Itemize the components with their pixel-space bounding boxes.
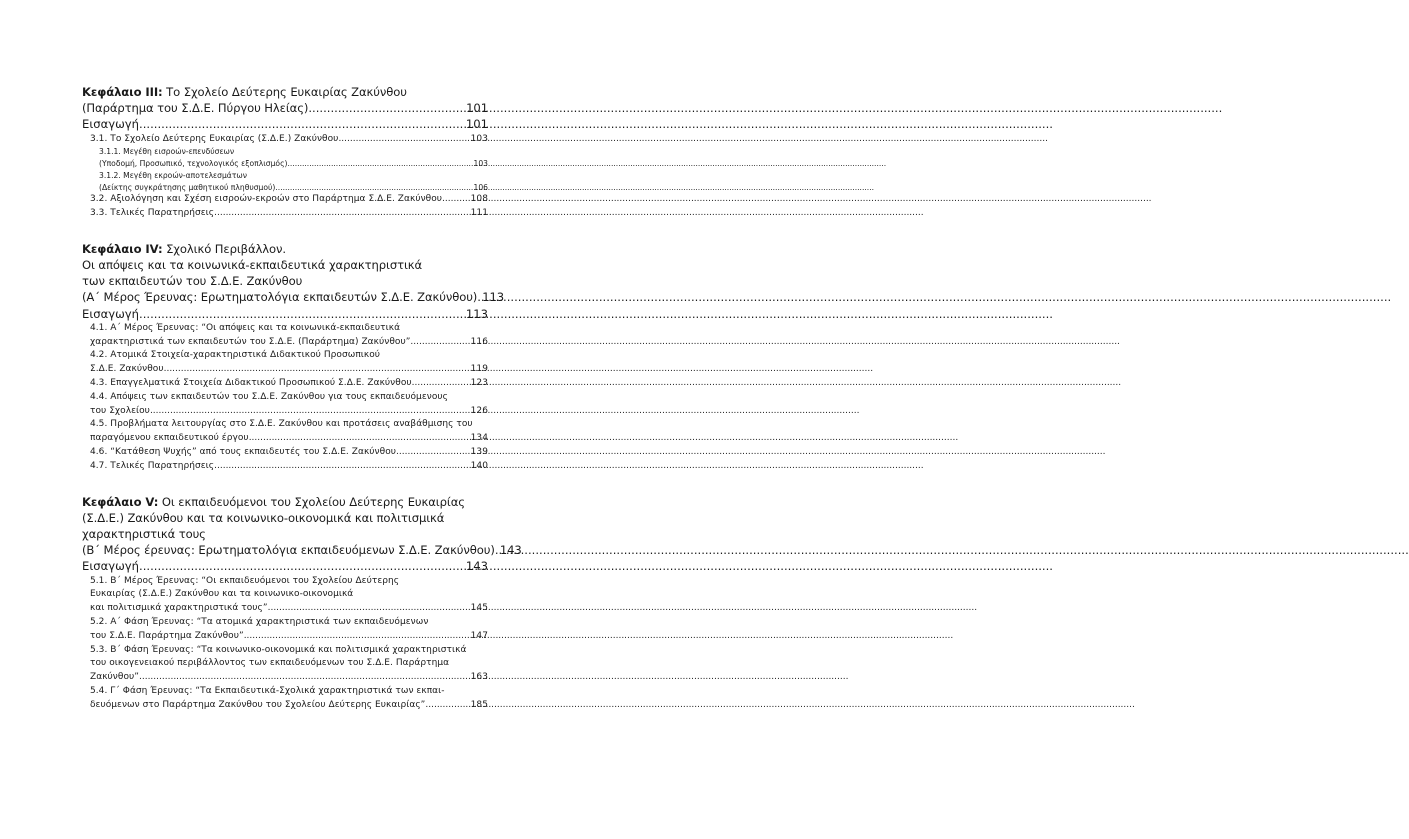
toc-entry-section[interactable] (82, 671, 488, 685)
entry-text: Εισαγωγή (82, 306, 140, 321)
dot-leader (139, 116, 465, 132)
chapter-label: Κεφάλαιο V: (82, 494, 159, 509)
dot-leader (268, 602, 470, 616)
toc-entry-section[interactable] (82, 699, 488, 713)
toc-entry-introduction[interactable] (82, 116, 488, 132)
toc-entry-subsection[interactable] (82, 182, 488, 194)
chapter-title-text: Οι εκπαιδευόμενοι του Σχολείου Δεύτερης Ευκαιρίας (158, 494, 465, 509)
dot-leader (249, 432, 470, 446)
dot-leader (425, 699, 469, 713)
entry-text: 3.1. Το Σχολείο Δεύτερης Ευκαιρίας (Σ.Δ.Ε.) Ζακύνθου (90, 133, 339, 144)
toc-entry-line: 4.1. Α΄ Μέρος Έρευνας: “Οι απόψεις και τα κοινωνικά-εκπαιδευτικά (90, 322, 401, 333)
entry-text: 3.3. Τελικές Παρατηρήσεις (90, 208, 215, 219)
page-number: 113 (465, 306, 488, 321)
page-number: 140 (470, 460, 488, 471)
page-number: 147 (470, 630, 488, 641)
entry-text: 4.6. “Κατάθεση Ψυχής” από τους εκπαιδευτές του Σ.Δ.Ε. Ζακύνθου (90, 447, 397, 457)
toc-entry-section[interactable] (82, 432, 488, 446)
page-number: 143 (499, 543, 522, 558)
entry-text: 3.2. Αξιολόγηση και Σχέση εισροών-εκροών στο Παράρτημα Σ.Δ.Ε. Ζακύνθου (90, 194, 443, 205)
chapter-title (82, 494, 488, 510)
page-number: 145 (470, 603, 488, 614)
dot-leader (396, 446, 470, 460)
page-number: 111 (470, 208, 488, 219)
chapter-title-text: Το Σχολείο Δεύτερης Ευκαιρίας Ζακύνθου (162, 85, 407, 99)
toc-entry-section[interactable] (82, 133, 488, 147)
entry-text: 4.3. Επαγγελματικά Στοιχεία Διδακτικού Προσωπικού Σ.Δ.Ε. Ζακύνθου (90, 378, 412, 389)
entry-text: (Α΄ Μέρος Έρευνας: Ερωτηματολόγια εκπαιδευτών Σ.Δ.Ε. Ζακύνθου) (82, 290, 478, 305)
toc-entry-chapter[interactable] (82, 100, 488, 116)
dot-leader (288, 158, 473, 170)
entry-text: χαρακτηριστικά των εκπαιδευτών του Σ.Δ.Ε. (Παράρτημα) Ζακύνθου” (90, 336, 411, 347)
page-number: 101 (465, 117, 488, 132)
dot-leader (275, 182, 472, 194)
toc-entry-line: 5.3. Β΄ Φάση Έρευνας: “Τα κοινωνικο-οικονομικά και πολιτισμικά χαρακτηριστικά (90, 644, 467, 655)
toc-entry-section[interactable] (82, 630, 488, 644)
toc-entry-section[interactable] (82, 336, 488, 350)
entry-text: 4.7. Τελικές Παρατηρήσεις (90, 460, 215, 471)
dot-leader (338, 133, 469, 147)
chapter-title-text: Σχολικό Περιβάλλον. (162, 241, 286, 256)
entry-text: Ζακύνθου” (90, 672, 139, 683)
toc-entry-line: 3.1.2. Μεγέθη εκροών-αποτελεσμάτων (99, 170, 247, 180)
chapter-block (82, 84, 488, 221)
toc-entry-line: 4.4. Απόψεις των εκπαιδευτών του Σ.Δ.Ε. Ζακύνθου για τους εκπαιδευόμενους (90, 391, 448, 402)
entry-text: Σ.Δ.Ε. Ζακύνθου (90, 364, 164, 375)
dot-leader (244, 630, 470, 644)
page-number: 143 (465, 559, 488, 574)
entry-text: και πολιτισμικά χαρακτηριστικά τους” (90, 603, 268, 614)
page-number: 126 (470, 405, 488, 416)
toc-entry-section[interactable] (82, 363, 488, 377)
entry-text: του Σ.Δ.Ε. Παράρτημα Ζακύνθου” (90, 630, 244, 641)
page-number: 103 (473, 159, 488, 169)
toc-entry-section[interactable] (82, 377, 488, 391)
chapter-title-line: χαρακτηριστικά τους (82, 527, 206, 541)
toc-entry-section[interactable] (82, 193, 488, 207)
toc-entry-introduction[interactable] (82, 306, 488, 322)
page-number: 101 (466, 101, 488, 116)
page-number: 116 (470, 336, 488, 347)
dot-leader (139, 306, 465, 322)
toc-entry-line: 4.2. Ατομικά Στοιχεία-χαρακτηριστικά Διδακτικού Προσωπικού (90, 350, 381, 361)
entry-text: του Σχολείου (90, 405, 150, 416)
entry-text: παραγόμενου εκπαιδευτικού έργου (90, 433, 249, 444)
chapter-label: Κεφάλαιο III: (82, 85, 163, 99)
dot-leader (412, 377, 470, 391)
page-number: 163 (470, 672, 488, 683)
dot-leader (214, 460, 470, 474)
toc-entry-subsection[interactable] (82, 158, 488, 170)
toc-entry-line: του οικογενειακού περιβάλλοντος των εκπαιδευόμενων του Σ.Δ.Ε. Παράρτημα (90, 658, 450, 669)
page-number: 108 (470, 194, 488, 205)
toc-entry-line: 5.1. Β΄ Μέρος Έρευνας: “Οι εκπαιδευόμενοι του Σχολείου Δεύτερης (90, 575, 400, 586)
entry-text: (Υποδομή, Προσωπικό, τεχνολογικός εξοπλισμός) (99, 159, 288, 169)
dot-leader (214, 207, 470, 221)
page-number: 134 (470, 433, 488, 444)
toc-entry-section[interactable] (82, 446, 488, 460)
table-of-contents (82, 84, 522, 713)
toc-entry-section[interactable] (82, 405, 488, 419)
chapter-title (82, 84, 488, 100)
toc-entry-chapter[interactable] (82, 542, 522, 558)
entry-text: δευόμενων στο Παράρτημα Ζακύνθου του Σχολείου Δεύτερης Ευκαιρίας” (90, 699, 426, 710)
entry-text: Εισαγωγή (82, 117, 140, 132)
entry-text: (Παράρτημα του Σ.Δ.Ε. Πύργου Ηλείας) (82, 101, 309, 116)
page-number: 106 (473, 182, 488, 192)
toc-entry-line: 3.1.1. Μεγέθη εισροών-επενδύσεων (99, 147, 235, 157)
dot-leader (410, 336, 469, 350)
dot-leader (308, 100, 465, 116)
entry-text: Εισαγωγή (82, 559, 140, 574)
entry-text: (Β΄ Μέρος έρευνας: Ερωτηματολόγια εκπαιδευόμενων Σ.Δ.Ε. Ζακύνθου) (82, 543, 495, 558)
dot-leader (139, 558, 465, 574)
toc-entry-chapter[interactable] (82, 289, 505, 305)
toc-entry-section[interactable] (82, 602, 488, 616)
toc-entry-section[interactable] (82, 460, 488, 474)
page-number: 123 (470, 378, 488, 389)
dot-leader (150, 405, 470, 419)
toc-entry-section[interactable] (82, 207, 488, 221)
toc-entry-introduction[interactable] (82, 558, 488, 574)
chapter-title (82, 241, 488, 257)
dot-leader (164, 363, 470, 377)
page-number: 113 (482, 290, 505, 305)
toc-entry-line: 4.5. Προβλήματα λειτουργίας στο Σ.Δ.Ε. Ζακύνθου και προτάσεις αναβάθμισης του (90, 419, 473, 430)
chapter-title-line: των εκπαιδευτών του Σ.Δ.Ε. Ζακύνθου (82, 274, 303, 289)
chapter-title-line: (Σ.Δ.Ε.) Ζακύνθου και τα κοινωνικο-οικονομικά και πολιτισμικά (82, 510, 445, 525)
chapter-block (82, 494, 522, 713)
toc-entry-line: 5.2. Α΄ Φάση Έρευνας: “Τα ατομικά χαρακτηριστικά των εκπαιδευόμενων (90, 617, 429, 627)
entry-text: (Δείκτης συγκράτησης μαθητικού πληθυσμού) (99, 182, 276, 192)
chapter-label: Κεφάλαιο IV: (82, 241, 163, 256)
page-number: 103 (470, 133, 488, 144)
chapter-title-line: Οι απόψεις και τα κοινωνικά-εκπαιδευτικά χαρακτηριστικά (82, 258, 423, 273)
toc-entry-line: Ευκαιρίας (Σ.Δ.Ε.) Ζακύνθου και τα κοινωνικο-οικονομικά (90, 589, 354, 600)
page-number: 119 (470, 364, 488, 375)
page-number: 139 (470, 447, 488, 457)
dot-leader (442, 193, 470, 207)
page-number: 185 (470, 699, 488, 710)
chapter-block (82, 241, 505, 474)
dot-leader (139, 671, 470, 685)
toc-entry-line: 5.4. Γ΄ Φάση Έρευνας: “Τα Εκπαιδευτικά-Σχολικά χαρακτηριστικά των εκπαι- (90, 685, 445, 696)
